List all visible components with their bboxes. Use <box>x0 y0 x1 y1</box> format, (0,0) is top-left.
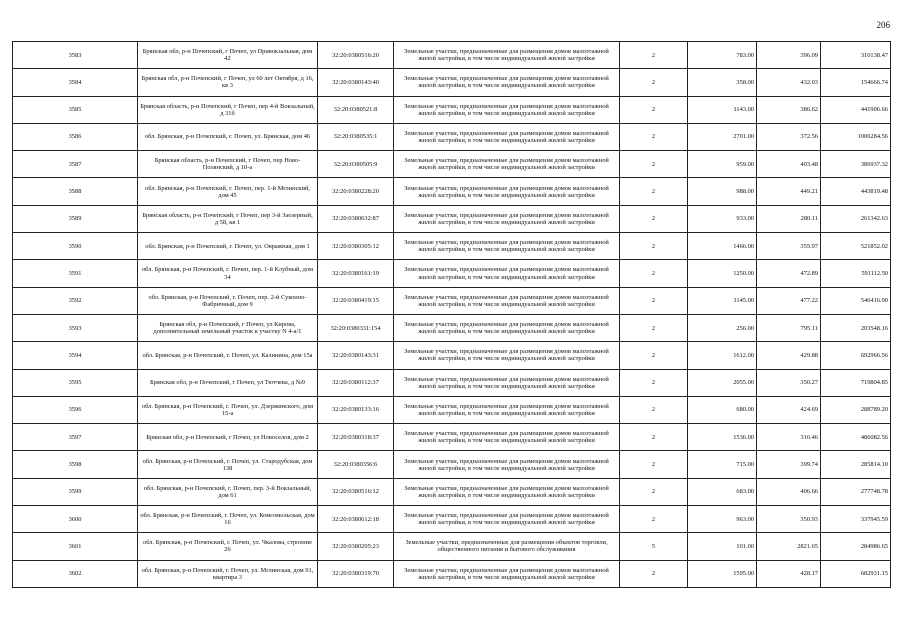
cadastral-number-cell: 32:20:0380535:1 <box>318 123 394 150</box>
cadastral-value-cell: 261342.63 <box>821 205 891 232</box>
land-use-cell: Земельные участки, предназначенные для размещения домов малоэтажной жилой застройки, в том числе индивидуальной жилой застройки <box>394 478 620 505</box>
specific-value-cell: 350.93 <box>757 506 821 533</box>
table-row <box>13 260 891 287</box>
land-use-cell: Земельные участки, предназначенные для размещения домов малоэтажной жилой застройки, в том числе индивидуальной жилой застройки <box>394 314 620 341</box>
row-number: 3598 <box>13 451 138 478</box>
area-cell: 101.00 <box>688 533 757 560</box>
cadastral-number-cell: 32:20:0380205:23 <box>318 533 394 560</box>
address-cell: Брянская обл, р-н Почепский, г Почеп, ул Привокзальная, дом 42 <box>138 42 318 69</box>
land-use-cell: Земельные участки, предназначенные для размещения домов малоэтажной жилой застройки, в том числе индивидуальной жилой застройки <box>394 151 620 178</box>
group-cell: 2 <box>620 96 688 123</box>
cadastral-number-cell: 32:20:0380516:20 <box>318 42 394 69</box>
specific-value-cell: 355.97 <box>757 233 821 260</box>
cadastral-value-cell: 277748.78 <box>821 478 891 505</box>
specific-value-cell: 477.22 <box>757 287 821 314</box>
table-row <box>13 123 891 150</box>
land-use-cell: Земельные участки, предназначенные для размещения домов малоэтажной жилой застройки, в том числе индивидуальной жилой застройки <box>394 396 620 423</box>
address-cell: обл. Брянская, р-н Почепский, г. Почеп, ул. Дзержинского, дом 15-а <box>138 396 318 423</box>
cadastral-number-cell: 32:20:0380112:37 <box>318 369 394 396</box>
row-number: 3590 <box>13 233 138 260</box>
address-cell: Брянская область, р-н Почепский, г Почеп, пер Ново-Полянский, д 10-а <box>138 151 318 178</box>
area-cell: 358.00 <box>688 69 757 96</box>
row-number: 3589 <box>13 205 138 232</box>
cadastral-value-cell: 285814.10 <box>821 451 891 478</box>
specific-value-cell: 424.69 <box>757 396 821 423</box>
land-use-cell: Земельные участки, предназначенные для размещения домов малоэтажной жилой застройки, в том числе индивидуальной жилой застройки <box>394 369 620 396</box>
land-use-cell: Земельные участки, предназначенные для размещения домов малоэтажной жилой застройки, в том числе индивидуальной жилой застройки <box>394 260 620 287</box>
table-row <box>13 69 891 96</box>
table-row <box>13 314 891 341</box>
address-cell: обл. Брянская, р-н Почепский, г. Почеп, ул. Овражная, дом 1 <box>138 233 318 260</box>
address-cell: обл. Брянская, р-н Почепский, г. Почеп, пер. 1-й Клубный, дом 34 <box>138 260 318 287</box>
address-cell: Брянская область, р-н Почепский, г Почеп, пер 3-й Заозерный, д 58, кв 1 <box>138 205 318 232</box>
table-body <box>13 42 891 588</box>
row-number: 3583 <box>13 42 138 69</box>
address-cell: обл. Брянская, р-н Почепский, г. Почеп, ул. Брянская, дом 46 <box>138 123 318 150</box>
cadastral-value-cell: 310138.47 <box>821 42 891 69</box>
address-cell: Брянская обл, р-н Почепский, г Почеп, ул Тютчева, д №9 <box>138 369 318 396</box>
cadastral-value-cell: 441906.66 <box>821 96 891 123</box>
cadastral-number-cell: 32:20:0380612:18 <box>318 506 394 533</box>
group-cell: 2 <box>620 506 688 533</box>
group-cell: 2 <box>620 151 688 178</box>
address-cell: обл. Брянская, р-н Почепский, г. Почеп, ул. Стародубская, дом 138 <box>138 451 318 478</box>
land-use-cell: Земельные участки, предназначенные для размещения домов малоэтажной жилой застройки, в том числе индивидуальной жилой застройки <box>394 287 620 314</box>
cadastral-number-cell: 32:20:0380516:12 <box>318 478 394 505</box>
group-cell: 2 <box>620 42 688 69</box>
area-cell: 256.00 <box>688 314 757 341</box>
area-cell: 988.00 <box>688 178 757 205</box>
group-cell: 2 <box>620 69 688 96</box>
row-number: 3587 <box>13 151 138 178</box>
area-cell: 1536.00 <box>688 424 757 451</box>
specific-value-cell: 350.27 <box>757 369 821 396</box>
row-number: 3593 <box>13 314 138 341</box>
specific-value-cell: 428.17 <box>757 560 821 587</box>
land-use-cell: Земельные участки, предназначенные для размещения домов малоэтажной жилой застройки, в том числе индивидуальной жилой застройки <box>394 233 620 260</box>
page-number: 206 <box>876 20 890 30</box>
cadastral-number-cell: 32:20:0380505:9 <box>318 151 394 178</box>
address-cell: Брянская область, р-н Почепский, г Почеп, пер 4-й Вокзальный, д 31б <box>138 96 318 123</box>
group-cell: 2 <box>620 233 688 260</box>
land-use-cell: Земельные участки, предназначенные для размещения домов малоэтажной жилой застройки, в том числе индивидуальной жилой застройки <box>394 205 620 232</box>
table-row <box>13 451 891 478</box>
cadastral-number-cell: 32:20:0380143:40 <box>318 69 394 96</box>
address-cell: обл. Брянская, р-н Почепский, г. Почеп, пер. 1-й Мглинский, дом 45 <box>138 178 318 205</box>
group-cell: 2 <box>620 123 688 150</box>
land-use-cell: Земельные участки, предназначенные для размещения домов малоэтажной жилой застройки, в том числе индивидуальной жилой застройки <box>394 123 620 150</box>
cadastral-value-cell: 386937.32 <box>821 151 891 178</box>
table-row <box>13 42 891 69</box>
cadastral-value-cell: 521852.02 <box>821 233 891 260</box>
table-row <box>13 151 891 178</box>
cadastral-value-cell: 284986.65 <box>821 533 891 560</box>
cadastral-number-cell: 32:20:0380356:6 <box>318 451 394 478</box>
cadastral-value-cell: 154666.74 <box>821 69 891 96</box>
table-row <box>13 396 891 423</box>
table-row <box>13 424 891 451</box>
specific-value-cell: 372.56 <box>757 123 821 150</box>
table-row <box>13 560 891 587</box>
group-cell: 2 <box>620 205 688 232</box>
specific-value-cell: 432.03 <box>757 69 821 96</box>
cadastral-number-cell: 32:20:0380143:31 <box>318 342 394 369</box>
cadastral-value-cell: 692966.56 <box>821 342 891 369</box>
group-cell: 5 <box>620 533 688 560</box>
cadastral-number-cell: 32:20:0380632:87 <box>318 205 394 232</box>
specific-value-cell: 386.62 <box>757 96 821 123</box>
cadastral-number-cell: 32:20:0380318:37 <box>318 424 394 451</box>
address-cell: Брянская обл, р-н Почепский, г Почеп, ул Кирова, дополнительный земельный участок к участку N 4-а/1 <box>138 314 318 341</box>
row-number: 3592 <box>13 287 138 314</box>
cadastral-value-cell: 203548.16 <box>821 314 891 341</box>
table-row <box>13 287 891 314</box>
area-cell: 1612.00 <box>688 342 757 369</box>
table-row <box>13 233 891 260</box>
address-cell: обл. Брянская, р-н Почепский, г. Почеп, ул. Калинина, дом 15а <box>138 342 318 369</box>
area-cell: 1250.00 <box>688 260 757 287</box>
land-valuation-table <box>12 41 891 588</box>
area-cell: 963.00 <box>688 506 757 533</box>
land-use-cell: Земельные участки, предназначенные для размещения домов малоэтажной жилой застройки, в том числе индивидуальной жилой застройки <box>394 506 620 533</box>
area-cell: 2055.00 <box>688 369 757 396</box>
address-cell: Брянская обл, р-н Почепский, г Почеп, ул 60 лет Октября, д 16, кв 3 <box>138 69 318 96</box>
specific-value-cell: 406.66 <box>757 478 821 505</box>
table-row <box>13 369 891 396</box>
row-number: 3585 <box>13 96 138 123</box>
area-cell: 2701.00 <box>688 123 757 150</box>
group-cell: 2 <box>620 287 688 314</box>
cadastral-value-cell: 1006284.56 <box>821 123 891 150</box>
land-use-cell: Земельные участки, предназначенные для размещения домов малоэтажной жилой застройки, в том числе индивидуальной жилой застройки <box>394 560 620 587</box>
cadastral-value-cell: 719804.85 <box>821 369 891 396</box>
address-cell: Брянская обл, р-н Почепский, г Почеп, ул Новоселов, дом 2 <box>138 424 318 451</box>
cadastral-number-cell: 32:20:0380521:8 <box>318 96 394 123</box>
land-use-cell: Земельные участки, предназначенные для размещения домов малоэтажной жилой застройки, в том числе индивидуальной жилой застройки <box>394 424 620 451</box>
row-number: 3596 <box>13 396 138 423</box>
land-use-cell: Земельные участки, предназначенные для размещения домов малоэтажной жилой застройки, в том числе индивидуальной жилой застройки <box>394 451 620 478</box>
group-cell: 2 <box>620 424 688 451</box>
table-row <box>13 478 891 505</box>
row-number: 3600 <box>13 506 138 533</box>
row-number: 3594 <box>13 342 138 369</box>
specific-value-cell: 2821.65 <box>757 533 821 560</box>
specific-value-cell: 403.48 <box>757 151 821 178</box>
group-cell: 2 <box>620 260 688 287</box>
group-cell: 2 <box>620 369 688 396</box>
specific-value-cell: 396.09 <box>757 42 821 69</box>
table-row <box>13 178 891 205</box>
row-number: 3601 <box>13 533 138 560</box>
group-cell: 2 <box>620 314 688 341</box>
specific-value-cell: 449.21 <box>757 178 821 205</box>
row-number: 3584 <box>13 69 138 96</box>
cadastral-number-cell: 32:20:0380133:16 <box>318 396 394 423</box>
address-cell: обл. Брянская, р-н Почепский, г. Почеп, ул. Мглинская, дом 91, квартира 3 <box>138 560 318 587</box>
specific-value-cell: 472.89 <box>757 260 821 287</box>
address-cell: обл. Брянская, р-н Почепский, г. Почеп, пер. 2-й Суконно-Фабричный, дом 9 <box>138 287 318 314</box>
land-use-cell: Земельные участки, предназначенные для размещения домов малоэтажной жилой застройки, в том числе индивидуальной жилой застройки <box>394 69 620 96</box>
cadastral-value-cell: 682931.15 <box>821 560 891 587</box>
address-cell: обл. Брянская, р-н Почепский, г. Почеп, пер. 3-й Вокзальный, дом 61 <box>138 478 318 505</box>
group-cell: 2 <box>620 342 688 369</box>
table-row <box>13 506 891 533</box>
land-use-cell: Земельные участки, предназначенные для размещения домов малоэтажной жилой застройки, в том числе индивидуальной жилой застройки <box>394 178 620 205</box>
cadastral-value-cell: 591112.50 <box>821 260 891 287</box>
cadastral-number-cell: 32:20:0380331:154 <box>318 314 394 341</box>
row-number: 3599 <box>13 478 138 505</box>
address-cell: обл. Брянская, р-н Почепский, г. Почеп, ул. Комсомольская, дом 16 <box>138 506 318 533</box>
cadastral-value-cell: 443819.48 <box>821 178 891 205</box>
table-row <box>13 533 891 560</box>
area-cell: 783.00 <box>688 42 757 69</box>
group-cell: 2 <box>620 178 688 205</box>
area-cell: 715.00 <box>688 451 757 478</box>
specific-value-cell: 795.11 <box>757 314 821 341</box>
table-row <box>13 96 891 123</box>
specific-value-cell: 429.88 <box>757 342 821 369</box>
cadastral-number-cell: 32:20:0380161:19 <box>318 260 394 287</box>
table-row <box>13 342 891 369</box>
area-cell: 933.00 <box>688 205 757 232</box>
cadastral-number-cell: 32:20:0380305:12 <box>318 233 394 260</box>
group-cell: 2 <box>620 560 688 587</box>
land-use-cell: Земельные участки, предназначенные для размещения объектов торговли, общественного питания и бытового обслуживания <box>394 533 620 560</box>
cadastral-number-cell: 32:20:0380319:70 <box>318 560 394 587</box>
cadastral-value-cell: 337945.59 <box>821 506 891 533</box>
group-cell: 2 <box>620 478 688 505</box>
specific-value-cell: 316.46 <box>757 424 821 451</box>
group-cell: 2 <box>620 451 688 478</box>
area-cell: 1595.00 <box>688 560 757 587</box>
row-number: 3602 <box>13 560 138 587</box>
area-cell: 959.00 <box>688 151 757 178</box>
area-cell: 683.00 <box>688 478 757 505</box>
specific-value-cell: 280.11 <box>757 205 821 232</box>
row-number: 3595 <box>13 369 138 396</box>
specific-value-cell: 399.74 <box>757 451 821 478</box>
area-cell: 1143.00 <box>688 96 757 123</box>
table-row <box>13 205 891 232</box>
cadastral-number-cell: 32:20:0380419:15 <box>318 287 394 314</box>
area-cell: 1145.00 <box>688 287 757 314</box>
address-cell: обл. Брянская, р-н Почепский, г. Почеп, ул. Чкалова, строение 26 <box>138 533 318 560</box>
cadastral-number-cell: 32:20:0380228:20 <box>318 178 394 205</box>
row-number: 3597 <box>13 424 138 451</box>
cadastral-value-cell: 288789.20 <box>821 396 891 423</box>
row-number: 3588 <box>13 178 138 205</box>
row-number: 3591 <box>13 260 138 287</box>
cadastral-value-cell: 486082.56 <box>821 424 891 451</box>
land-use-cell: Земельные участки, предназначенные для размещения домов малоэтажной жилой застройки, в том числе индивидуальной жилой застройки <box>394 96 620 123</box>
area-cell: 1466.00 <box>688 233 757 260</box>
land-use-cell: Земельные участки, предназначенные для размещения домов малоэтажной жилой застройки, в том числе индивидуальной жилой застройки <box>394 42 620 69</box>
group-cell: 2 <box>620 396 688 423</box>
cadastral-value-cell: 546416.90 <box>821 287 891 314</box>
land-use-cell: Земельные участки, предназначенные для размещения домов малоэтажной жилой застройки, в том числе индивидуальной жилой застройки <box>394 342 620 369</box>
area-cell: 680.00 <box>688 396 757 423</box>
row-number: 3586 <box>13 123 138 150</box>
